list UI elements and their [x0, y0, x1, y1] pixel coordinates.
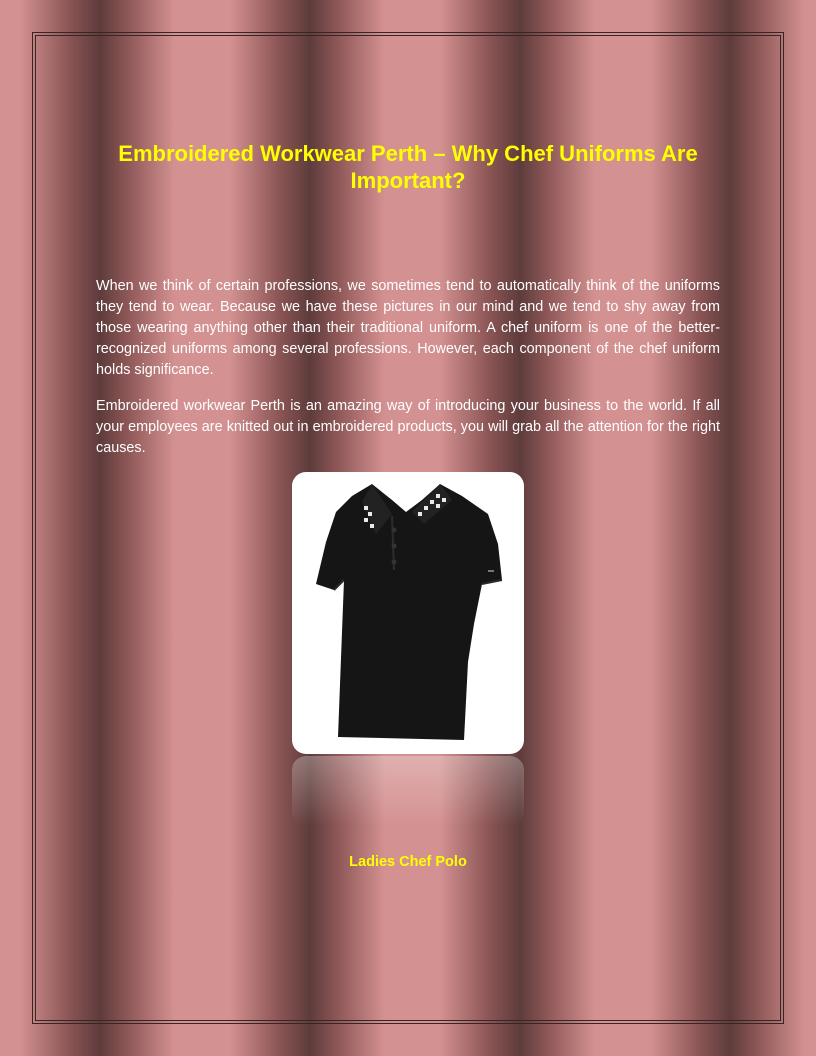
photo-reflection	[292, 756, 524, 826]
black-polo-shirt-icon	[292, 472, 524, 754]
intro-paragraph: When we think of certain professions, we sometimes tend to automatically think of the uniforms they tend to wear. Because we have these pictures in our mind and we tend to shy away from those wearing anything other than their traditional uniform. A chef uniform is one of the better-recognized uniforms among several professions. However, each component of the chef uniform holds significance.	[96, 278, 720, 378]
page-title: Embroidered Workwear Perth – Why Chef Uniforms Are Important?	[118, 141, 698, 193]
image-caption: Ladies Chef Polo	[349, 854, 467, 870]
second-paragraph: Embroidered workwear Perth is an amazing way of introducing your business to the world. If all your employees are knitted out in embroidered products, you will grab all the attention for the right causes.	[96, 398, 720, 456]
product-photo	[292, 472, 524, 754]
